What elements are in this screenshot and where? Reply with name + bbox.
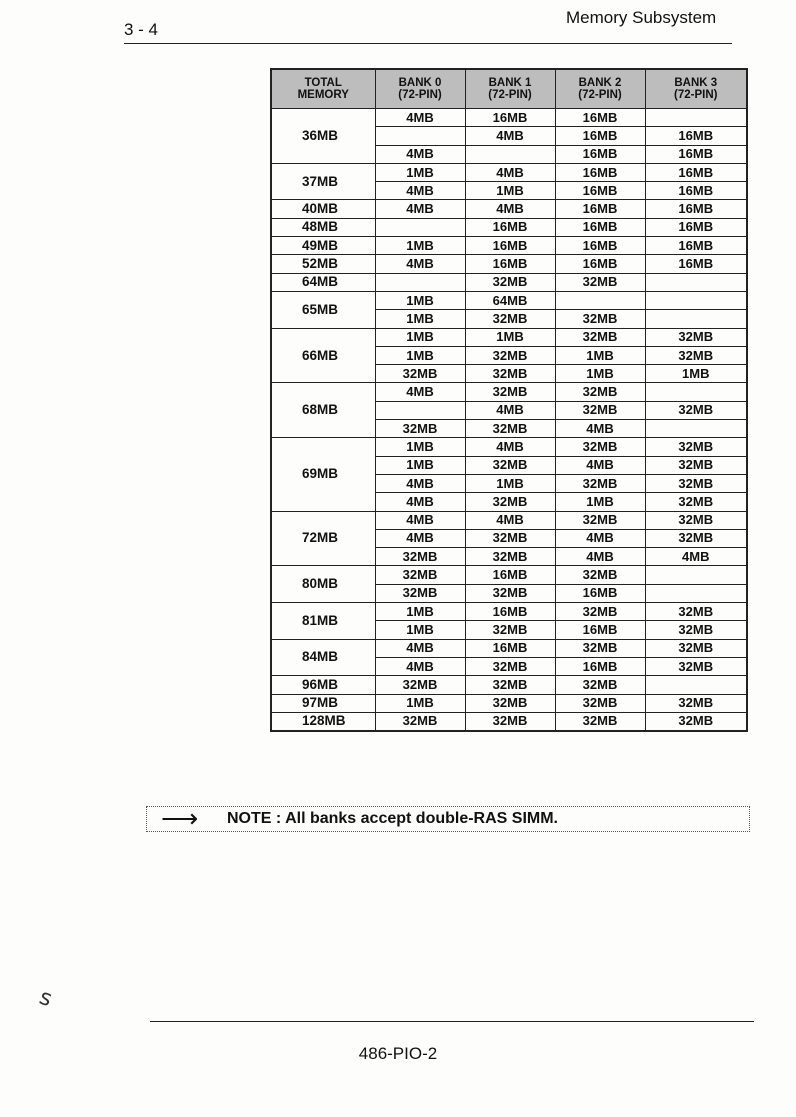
- bank-0-cell: 1MB: [375, 328, 465, 346]
- bank-3-cell: 16MB: [645, 127, 747, 145]
- bank-0-cell: 4MB: [375, 639, 465, 657]
- bank-0-cell: 32MB: [375, 584, 465, 602]
- bank-0-cell: 4MB: [375, 383, 465, 401]
- bank-1-cell: [465, 145, 555, 163]
- header-bank-0: BANK 0 (72-PIN): [375, 69, 465, 109]
- bank-3-cell: [645, 420, 747, 438]
- bank-0-cell: 4MB: [375, 255, 465, 273]
- bank-1-cell: 32MB: [465, 346, 555, 364]
- bank-3-cell: [645, 584, 747, 602]
- table-row: [271, 712, 747, 731]
- bank-0-cell: 1MB: [375, 621, 465, 639]
- bank-0-cell: 4MB: [375, 109, 465, 127]
- note-text: NOTE : All banks accept double-RAS SIMM.: [227, 810, 558, 827]
- bank-1-cell: 4MB: [465, 200, 555, 218]
- table-row: [271, 383, 747, 401]
- bank-1-cell: 16MB: [465, 639, 555, 657]
- bank-1-cell: 16MB: [465, 566, 555, 584]
- bank-2-cell: 32MB: [555, 676, 645, 694]
- table-row: [271, 566, 747, 584]
- bank-0-cell: 1MB: [375, 603, 465, 621]
- bank-0-cell: 32MB: [375, 676, 465, 694]
- bank-2-cell: 32MB: [555, 310, 645, 328]
- bank-3-cell: 16MB: [645, 163, 747, 181]
- table-row: [271, 639, 747, 657]
- bank-0-cell: 4MB: [375, 529, 465, 547]
- bank-1-cell: 32MB: [465, 456, 555, 474]
- total-memory-cell: 96MB: [271, 676, 375, 694]
- bank-3-cell: 32MB: [645, 694, 747, 712]
- bank-0-cell: 1MB: [375, 310, 465, 328]
- bank-3-cell: 1MB: [645, 365, 747, 383]
- bank-0-cell: 1MB: [375, 438, 465, 456]
- total-memory-cell: 81MB: [271, 603, 375, 640]
- bank-2-cell: 4MB: [555, 456, 645, 474]
- table-row: [271, 694, 747, 712]
- bank-2-cell: [555, 291, 645, 309]
- table-row: [271, 291, 747, 309]
- bank-0-cell: 4MB: [375, 657, 465, 675]
- page-number: 3 - 4: [124, 20, 159, 39]
- total-memory-cell: 72MB: [271, 511, 375, 566]
- bank-3-cell: 32MB: [645, 639, 747, 657]
- bank-2-cell: 16MB: [555, 109, 645, 127]
- bank-3-cell: [645, 291, 747, 309]
- bank-2-cell: 32MB: [555, 566, 645, 584]
- bank-2-cell: 4MB: [555, 420, 645, 438]
- bank-3-cell: [645, 273, 747, 291]
- bank-2-cell: 32MB: [555, 273, 645, 291]
- bank-3-cell: 32MB: [645, 511, 747, 529]
- bank-1-cell: 1MB: [465, 474, 555, 492]
- bank-3-cell: 16MB: [645, 200, 747, 218]
- bank-1-cell: 32MB: [465, 676, 555, 694]
- bank-2-cell: 32MB: [555, 603, 645, 621]
- bank-2-cell: 16MB: [555, 657, 645, 675]
- bank-0-cell: 1MB: [375, 456, 465, 474]
- bank-3-cell: 16MB: [645, 218, 747, 236]
- bank-3-cell: 32MB: [645, 493, 747, 511]
- table-row: [271, 163, 747, 181]
- section-title: Memory Subsystem: [566, 8, 717, 27]
- bank-1-cell: 32MB: [465, 273, 555, 291]
- table-row: [271, 255, 747, 273]
- bank-0-cell: [375, 218, 465, 236]
- bank-3-cell: 32MB: [645, 401, 747, 419]
- bank-0-cell: [375, 273, 465, 291]
- note-box: [146, 803, 750, 833]
- bank-3-cell: [645, 566, 747, 584]
- bank-2-cell: 16MB: [555, 255, 645, 273]
- bank-1-cell: 4MB: [465, 127, 555, 145]
- bank-3-cell: [645, 310, 747, 328]
- header-bank-2: BANK 2 (72-PIN): [555, 69, 645, 109]
- bank-1-cell: 32MB: [465, 712, 555, 731]
- total-memory-cell: 128MB: [271, 712, 375, 731]
- bank-3-cell: 32MB: [645, 529, 747, 547]
- bank-2-cell: 16MB: [555, 584, 645, 602]
- bank-0-cell: 1MB: [375, 694, 465, 712]
- table-row: [271, 109, 747, 127]
- bank-2-cell: 32MB: [555, 639, 645, 657]
- bank-3-cell: 32MB: [645, 657, 747, 675]
- bank-1-cell: 32MB: [465, 621, 555, 639]
- bank-0-cell: 1MB: [375, 346, 465, 364]
- bank-1-cell: 32MB: [465, 420, 555, 438]
- bank-1-cell: 4MB: [465, 401, 555, 419]
- header-total-memory: TOTAL MEMORY: [271, 69, 375, 109]
- pen-mark: ꜱ: [36, 983, 56, 1012]
- total-memory-cell: 65MB: [271, 291, 375, 328]
- bank-2-cell: 32MB: [555, 328, 645, 346]
- bank-1-cell: 16MB: [465, 603, 555, 621]
- bank-3-cell: 16MB: [645, 145, 747, 163]
- bank-0-cell: 1MB: [375, 237, 465, 255]
- bank-1-cell: 32MB: [465, 548, 555, 566]
- total-memory-cell: 80MB: [271, 566, 375, 603]
- bank-3-cell: [645, 383, 747, 401]
- bank-0-cell: 4MB: [375, 511, 465, 529]
- bank-2-cell: 16MB: [555, 182, 645, 200]
- header-bank-3: BANK 3 (72-PIN): [645, 69, 747, 109]
- total-memory-cell: 36MB: [271, 109, 375, 164]
- bank-1-cell: 32MB: [465, 365, 555, 383]
- bank-3-cell: 4MB: [645, 548, 747, 566]
- total-memory-cell: 37MB: [271, 163, 375, 200]
- table-row: [271, 511, 747, 529]
- bank-3-cell: 32MB: [645, 346, 747, 364]
- table-row: [271, 438, 747, 456]
- bank-2-cell: 16MB: [555, 218, 645, 236]
- bank-2-cell: 32MB: [555, 712, 645, 731]
- table-header-row: [271, 69, 747, 109]
- total-memory-cell: 66MB: [271, 328, 375, 383]
- bank-1-cell: 32MB: [465, 493, 555, 511]
- bank-2-cell: 1MB: [555, 493, 645, 511]
- header-rule: [124, 43, 732, 44]
- total-memory-cell: 84MB: [271, 639, 375, 676]
- bank-0-cell: 4MB: [375, 145, 465, 163]
- bank-0-cell: 32MB: [375, 420, 465, 438]
- total-memory-cell: 52MB: [271, 255, 375, 273]
- footer-model: 486-PIO-2: [358, 1044, 438, 1063]
- bank-2-cell: 32MB: [555, 694, 645, 712]
- bank-3-cell: 32MB: [645, 712, 747, 731]
- total-memory-cell: 48MB: [271, 218, 375, 236]
- bank-2-cell: 4MB: [555, 529, 645, 547]
- bank-1-cell: 16MB: [465, 218, 555, 236]
- bank-1-cell: 1MB: [465, 328, 555, 346]
- bank-3-cell: 32MB: [645, 456, 747, 474]
- table-row: [271, 200, 747, 218]
- bank-3-cell: [645, 676, 747, 694]
- bank-1-cell: 32MB: [465, 383, 555, 401]
- bank-3-cell: 32MB: [645, 621, 747, 639]
- total-memory-cell: 97MB: [271, 694, 375, 712]
- table-row: [271, 237, 747, 255]
- bank-0-cell: 1MB: [375, 163, 465, 181]
- bank-1-cell: 32MB: [465, 694, 555, 712]
- table-body: [271, 109, 747, 732]
- bank-2-cell: 16MB: [555, 237, 645, 255]
- bank-3-cell: 32MB: [645, 438, 747, 456]
- bank-1-cell: 4MB: [465, 438, 555, 456]
- bank-1-cell: 4MB: [465, 511, 555, 529]
- bank-3-cell: 32MB: [645, 328, 747, 346]
- bank-1-cell: 1MB: [465, 182, 555, 200]
- total-memory-cell: 69MB: [271, 438, 375, 511]
- bank-3-cell: [645, 109, 747, 127]
- bank-0-cell: [375, 401, 465, 419]
- bank-1-cell: 32MB: [465, 657, 555, 675]
- bank-2-cell: 16MB: [555, 163, 645, 181]
- bank-3-cell: 16MB: [645, 182, 747, 200]
- bank-1-cell: 16MB: [465, 109, 555, 127]
- bank-2-cell: 1MB: [555, 365, 645, 383]
- total-memory-cell: 40MB: [271, 200, 375, 218]
- bank-0-cell: 4MB: [375, 493, 465, 511]
- total-memory-cell: 64MB: [271, 273, 375, 291]
- bank-2-cell: 16MB: [555, 621, 645, 639]
- bank-1-cell: 16MB: [465, 237, 555, 255]
- bank-1-cell: 4MB: [465, 163, 555, 181]
- bank-0-cell: 32MB: [375, 365, 465, 383]
- memory-configuration-table: [270, 68, 748, 732]
- bank-0-cell: 32MB: [375, 566, 465, 584]
- bank-2-cell: 32MB: [555, 438, 645, 456]
- bank-3-cell: 32MB: [645, 474, 747, 492]
- bank-3-cell: 16MB: [645, 255, 747, 273]
- table-row: [271, 603, 747, 621]
- bank-1-cell: 32MB: [465, 529, 555, 547]
- table-row: [271, 273, 747, 291]
- header-bank-1: BANK 1 (72-PIN): [465, 69, 555, 109]
- bank-1-cell: 64MB: [465, 291, 555, 309]
- bank-0-cell: 4MB: [375, 182, 465, 200]
- total-memory-cell: 68MB: [271, 383, 375, 438]
- bank-3-cell: 32MB: [645, 603, 747, 621]
- bank-2-cell: 16MB: [555, 127, 645, 145]
- bank-0-cell: 32MB: [375, 712, 465, 731]
- bank-0-cell: 1MB: [375, 291, 465, 309]
- bank-1-cell: 16MB: [465, 255, 555, 273]
- bank-2-cell: 16MB: [555, 200, 645, 218]
- footer-rule: [150, 1021, 754, 1022]
- table-row: [271, 676, 747, 694]
- bank-2-cell: 16MB: [555, 145, 645, 163]
- table-row: [271, 328, 747, 346]
- bank-0-cell: [375, 127, 465, 145]
- bank-2-cell: 32MB: [555, 401, 645, 419]
- bank-2-cell: 32MB: [555, 511, 645, 529]
- bank-2-cell: 32MB: [555, 474, 645, 492]
- bank-1-cell: 32MB: [465, 310, 555, 328]
- bank-2-cell: 1MB: [555, 346, 645, 364]
- bank-3-cell: 16MB: [645, 237, 747, 255]
- bank-2-cell: 32MB: [555, 383, 645, 401]
- arrow-right-icon: ⟶: [161, 803, 199, 833]
- bank-0-cell: 4MB: [375, 200, 465, 218]
- table-row: [271, 218, 747, 236]
- bank-2-cell: 4MB: [555, 548, 645, 566]
- bank-0-cell: 32MB: [375, 548, 465, 566]
- bank-0-cell: 4MB: [375, 474, 465, 492]
- total-memory-cell: 49MB: [271, 237, 375, 255]
- bank-1-cell: 32MB: [465, 584, 555, 602]
